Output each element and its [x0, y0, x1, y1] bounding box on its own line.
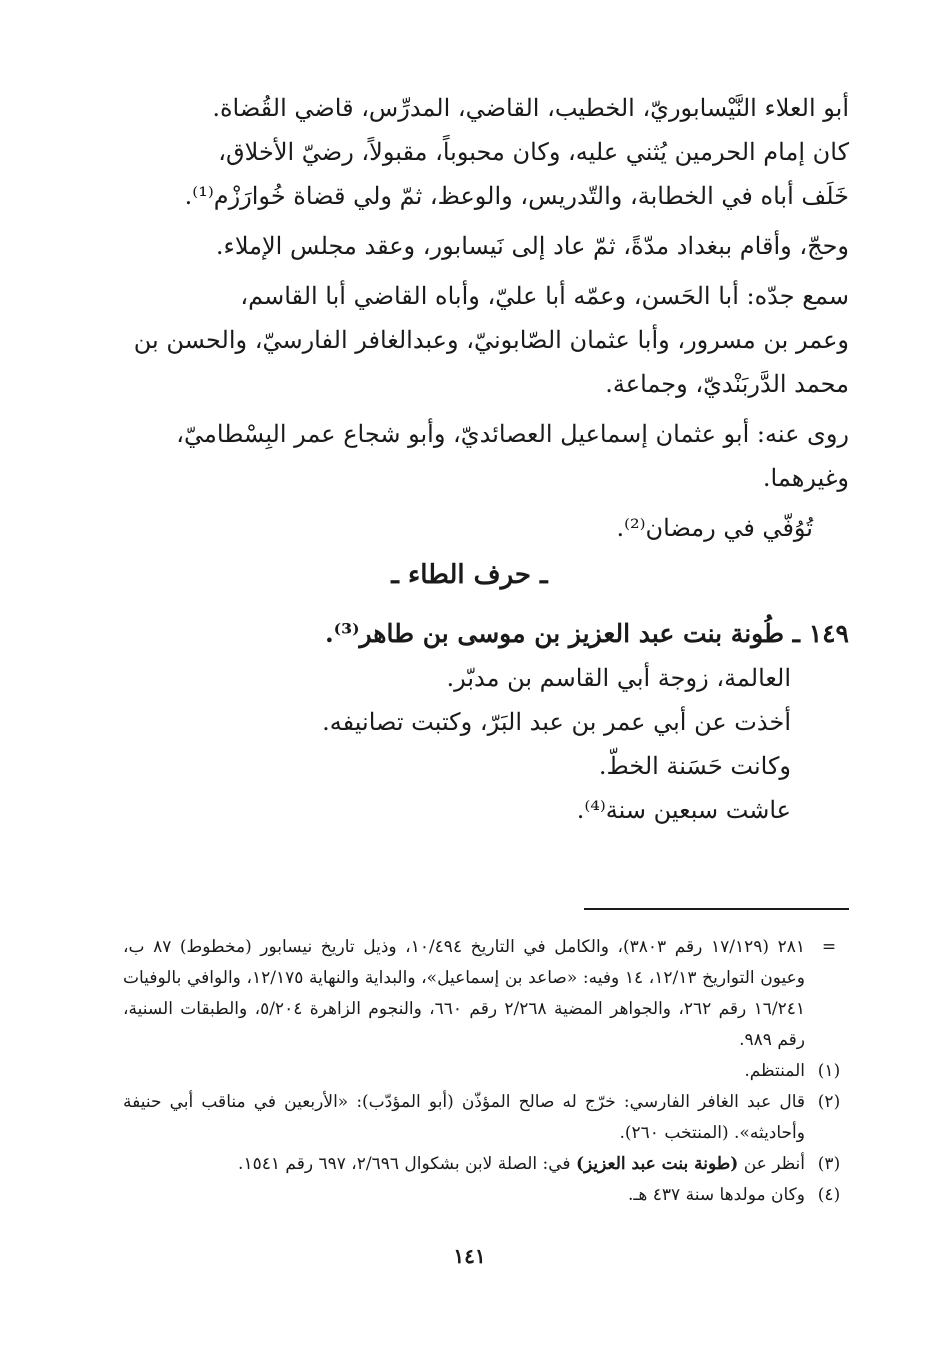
footnotes	[123, 932, 853, 1211]
footnote-text: قال عبد الغافر الفارسي: خرّج له صالح المؤذّن (أبو المؤدّب): «الأربعين في مناقب أبي حنيفة وأحاديثه». (المنتخب ٢٦٠).	[123, 1092, 805, 1143]
footnote-1	[123, 1056, 853, 1087]
text-line: روى عنه: أبو عثمان إسماعيل العصائديّ، وأبو شجاع عمر البِسْطاميّ،	[176, 420, 849, 448]
text-line: محمد الدَّربَنْديّ، وجماعة.	[605, 370, 849, 398]
text-line: سمع جدّه: أبا الحَسن، وعمّه أبا عليّ، وأباه القاضي أبا القاسم،	[240, 282, 849, 310]
footnote-marker: (١)	[817, 1061, 841, 1081]
paragraph-teachers	[119, 274, 849, 406]
section-heading: ـ حرف الطاء ـ	[391, 560, 548, 590]
page-number: ١٤١	[453, 1244, 486, 1268]
text-line: وعمر بن مسرور، وأبا عثمان الصّابونيّ، وعبدالغافر الفارسيّ، والحسن بن	[133, 326, 849, 354]
entry-149	[171, 612, 849, 832]
footnote-prefix: أنظر عن	[738, 1154, 805, 1174]
footnote-rest: في: الصلة لابن بشكوال ٢/٦٩٦، ٦٩٧ رقم ١٥٤١.	[238, 1154, 576, 1174]
text-line: تُوُفّي في رمضان⁽²⁾.	[616, 514, 813, 542]
footnote-continuation	[123, 932, 853, 1056]
paragraph-intro	[119, 86, 849, 218]
footnote-marker: =	[821, 937, 837, 957]
text-line: أبو العلاء النَّيْسابوريّ، الخطيب، القاضي، المدرِّس، قاضي القُضاة.	[212, 94, 849, 122]
footnote-marker: (٤)	[817, 1185, 841, 1205]
entry-line: عاشت سبعين سنة⁽⁴⁾.	[576, 796, 791, 824]
paragraph-travel	[119, 224, 849, 268]
footnote-text: ٢٨١ (١٧/١٢٩ رقم ٣٨٠٣)، والكامل في التاريخ ١٠/٤٩٤، وذيل تاريخ نيسابور (مخطوط) ٨٧ ب، وعيون التواريخ ١٢/١٣، ١٤ وفيه: «صاعد بن إسماعيل»، والبداية والنهاية ١٢/١٧٥، والوافي بالوفيات ١٦/٢٤١ رقم ٢٦٢، والجواهر المضية ٢/٢٦٨ رقم ٦٦٠، والنجوم الزاهرة ٥/٢٠٤، والطبقات السنية، رقم ٩٨٩.	[123, 937, 806, 1050]
footnote-text: وكان مولدها سنة ٤٣٧ هـ.	[628, 1185, 805, 1205]
footnote-marker: (٢)	[817, 1092, 841, 1112]
entry-line: العالمة، زوجة أبي القاسم بن مدبّر.	[446, 664, 791, 692]
footnote-text	[123, 1149, 805, 1180]
text-line: كان إمام الحرمين يُثني عليه، وكان محبوباً، مقبولاً، رضيّ الأخلاق،	[218, 138, 849, 166]
footnote-bold-name: (طونة بنت عبد العزيز)	[575, 1154, 739, 1174]
footnote-4	[123, 1180, 853, 1211]
entry-line: أخذت عن أبي عمر بن عبد البَرّ، وكتبت تصانيفه.	[322, 708, 791, 736]
entry-line: وكانت حَسَنة الخطّ.	[598, 752, 791, 780]
paragraph-students	[119, 412, 849, 500]
footnote-text: المنتظم.	[744, 1061, 805, 1081]
text-line: خَلَف أباه في الخطابة، والتّدريس، والوعظ، ثمّ ولي قضاة خُوارَزْم⁽¹⁾.	[184, 182, 849, 210]
biography-continuation	[119, 86, 849, 556]
entry-title: ١٤٩ ـ طُونة بنت عبد العزيز بن موسى بن طاهر⁽³⁾.	[324, 619, 849, 648]
footnote-3	[123, 1149, 853, 1180]
footnote-2	[123, 1087, 853, 1149]
text-line: وحجّ، وأقام ببغداد مدّةً، ثمّ عاد إلى نَيسابور، وعقد مجلس الإملاء.	[215, 232, 849, 260]
footnote-divider	[584, 908, 849, 910]
paragraph-death	[119, 506, 849, 550]
footnote-marker: (٣)	[817, 1154, 841, 1174]
text-line: وغيرهما.	[762, 464, 849, 492]
